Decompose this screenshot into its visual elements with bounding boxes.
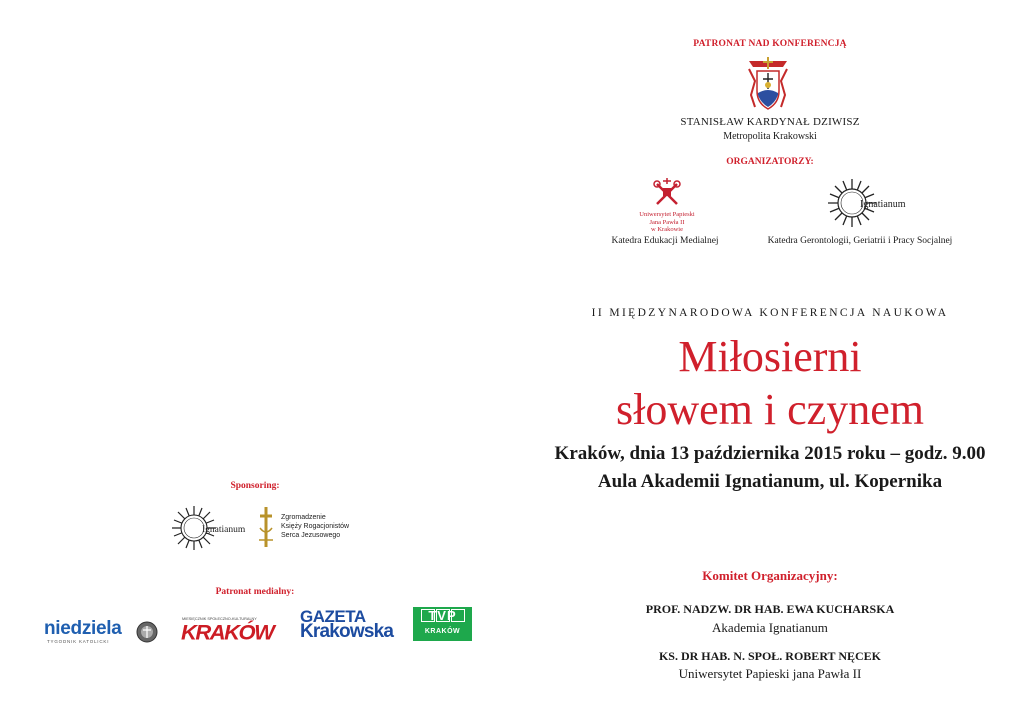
- committee-member-affiliation: Uniwersytet Papieski jana Pawła II: [678, 666, 862, 681]
- committee-member-name: KS. DR HAB. N. SPOŁ. ROBERT NĘCEK: [658, 649, 882, 663]
- sponsoring-heading: Sponsoring:: [230, 481, 280, 491]
- conference-title-line1: Miłosierni: [678, 332, 862, 381]
- rogationists-cross-icon: [256, 506, 276, 548]
- cardinal-role: Metropolita Krakowski: [723, 131, 817, 142]
- rogationists-name: [281, 513, 381, 540]
- ignatianum-logo-icon: [170, 503, 246, 553]
- media-patronage-heading: Patronat medialny:: [215, 587, 295, 597]
- tvp-letters: TVP: [428, 608, 457, 623]
- conference-subtitle: II MIĘDZYNARODOWA KONFERENCJA NAUKOWA: [591, 307, 949, 319]
- patronage-heading: PATRONAT NAD KONFERENCJĄ: [693, 39, 847, 49]
- upjp2-caption: [627, 211, 707, 234]
- conference-date: Kraków, dnia 13 października 2015 roku – godz. 9.00: [554, 443, 986, 464]
- cardinal-name: STANISŁAW KARDYNAŁ DZIWISZ: [680, 116, 860, 128]
- upjp2-caption-line: Uniwersytet Papieski: [639, 211, 695, 218]
- conference-title-line2: słowem i czynem: [616, 385, 924, 434]
- ignatianum-logo-icon: [826, 176, 906, 230]
- dept-gerontology: Katedra Gerontologii, Geriatrii i Pracy Socjalnej: [767, 236, 953, 246]
- tvp-city: KRAKÓW: [424, 628, 461, 635]
- niedziela-emblem-icon: [136, 621, 158, 643]
- krakow-magazine-tagline: MIESIĘCZNIK SPOŁECZNO-KULTURALNY: [182, 617, 257, 621]
- organizers-heading: ORGANIZATORZY:: [726, 157, 814, 167]
- krakow-magazine-logo: KRAKÓW: [181, 620, 274, 645]
- upjp2-caption-line: w Krakowie: [651, 226, 683, 233]
- rogationists-name-line: Serca Jezusowego: [281, 532, 341, 539]
- gazeta-krakowska-logo-line2: Krakowska: [300, 621, 394, 642]
- niedziela-tagline: TYGODNIK KATOLICKI: [47, 639, 110, 644]
- upjp2-caption-line: Jana Pawła II: [649, 218, 685, 226]
- gazeta-krakowska-logo-line1: GAZETA: [300, 607, 366, 626]
- niedziela-logo: niedziela: [44, 618, 122, 639]
- ignatianum-logo-text: Ignatianum: [860, 199, 906, 210]
- cardinal-coat-of-arms-icon: [745, 55, 791, 113]
- papal-keys-icon: [627, 176, 707, 206]
- dept-media-education: Katedra Edukacji Medialnej: [611, 236, 719, 246]
- conference-venue: Aula Akademii Ignatianum, ul. Kopernika: [597, 471, 943, 492]
- ignatianum-logo-text: Ignatianum: [202, 525, 246, 535]
- committee-member-name: PROF. NADZW. DR HAB. EWA KUCHARSKA: [645, 602, 895, 616]
- rogationists-name-line: Zgromadzenie: [281, 514, 326, 521]
- committee-heading: Komitet Organizacyjny:: [702, 568, 838, 583]
- upjp2-logo: [627, 176, 707, 232]
- committee-member-affiliation: Akademia Ignatianum: [712, 620, 828, 635]
- rogationists-name-line: Księży Rogacjonistów: [281, 523, 350, 530]
